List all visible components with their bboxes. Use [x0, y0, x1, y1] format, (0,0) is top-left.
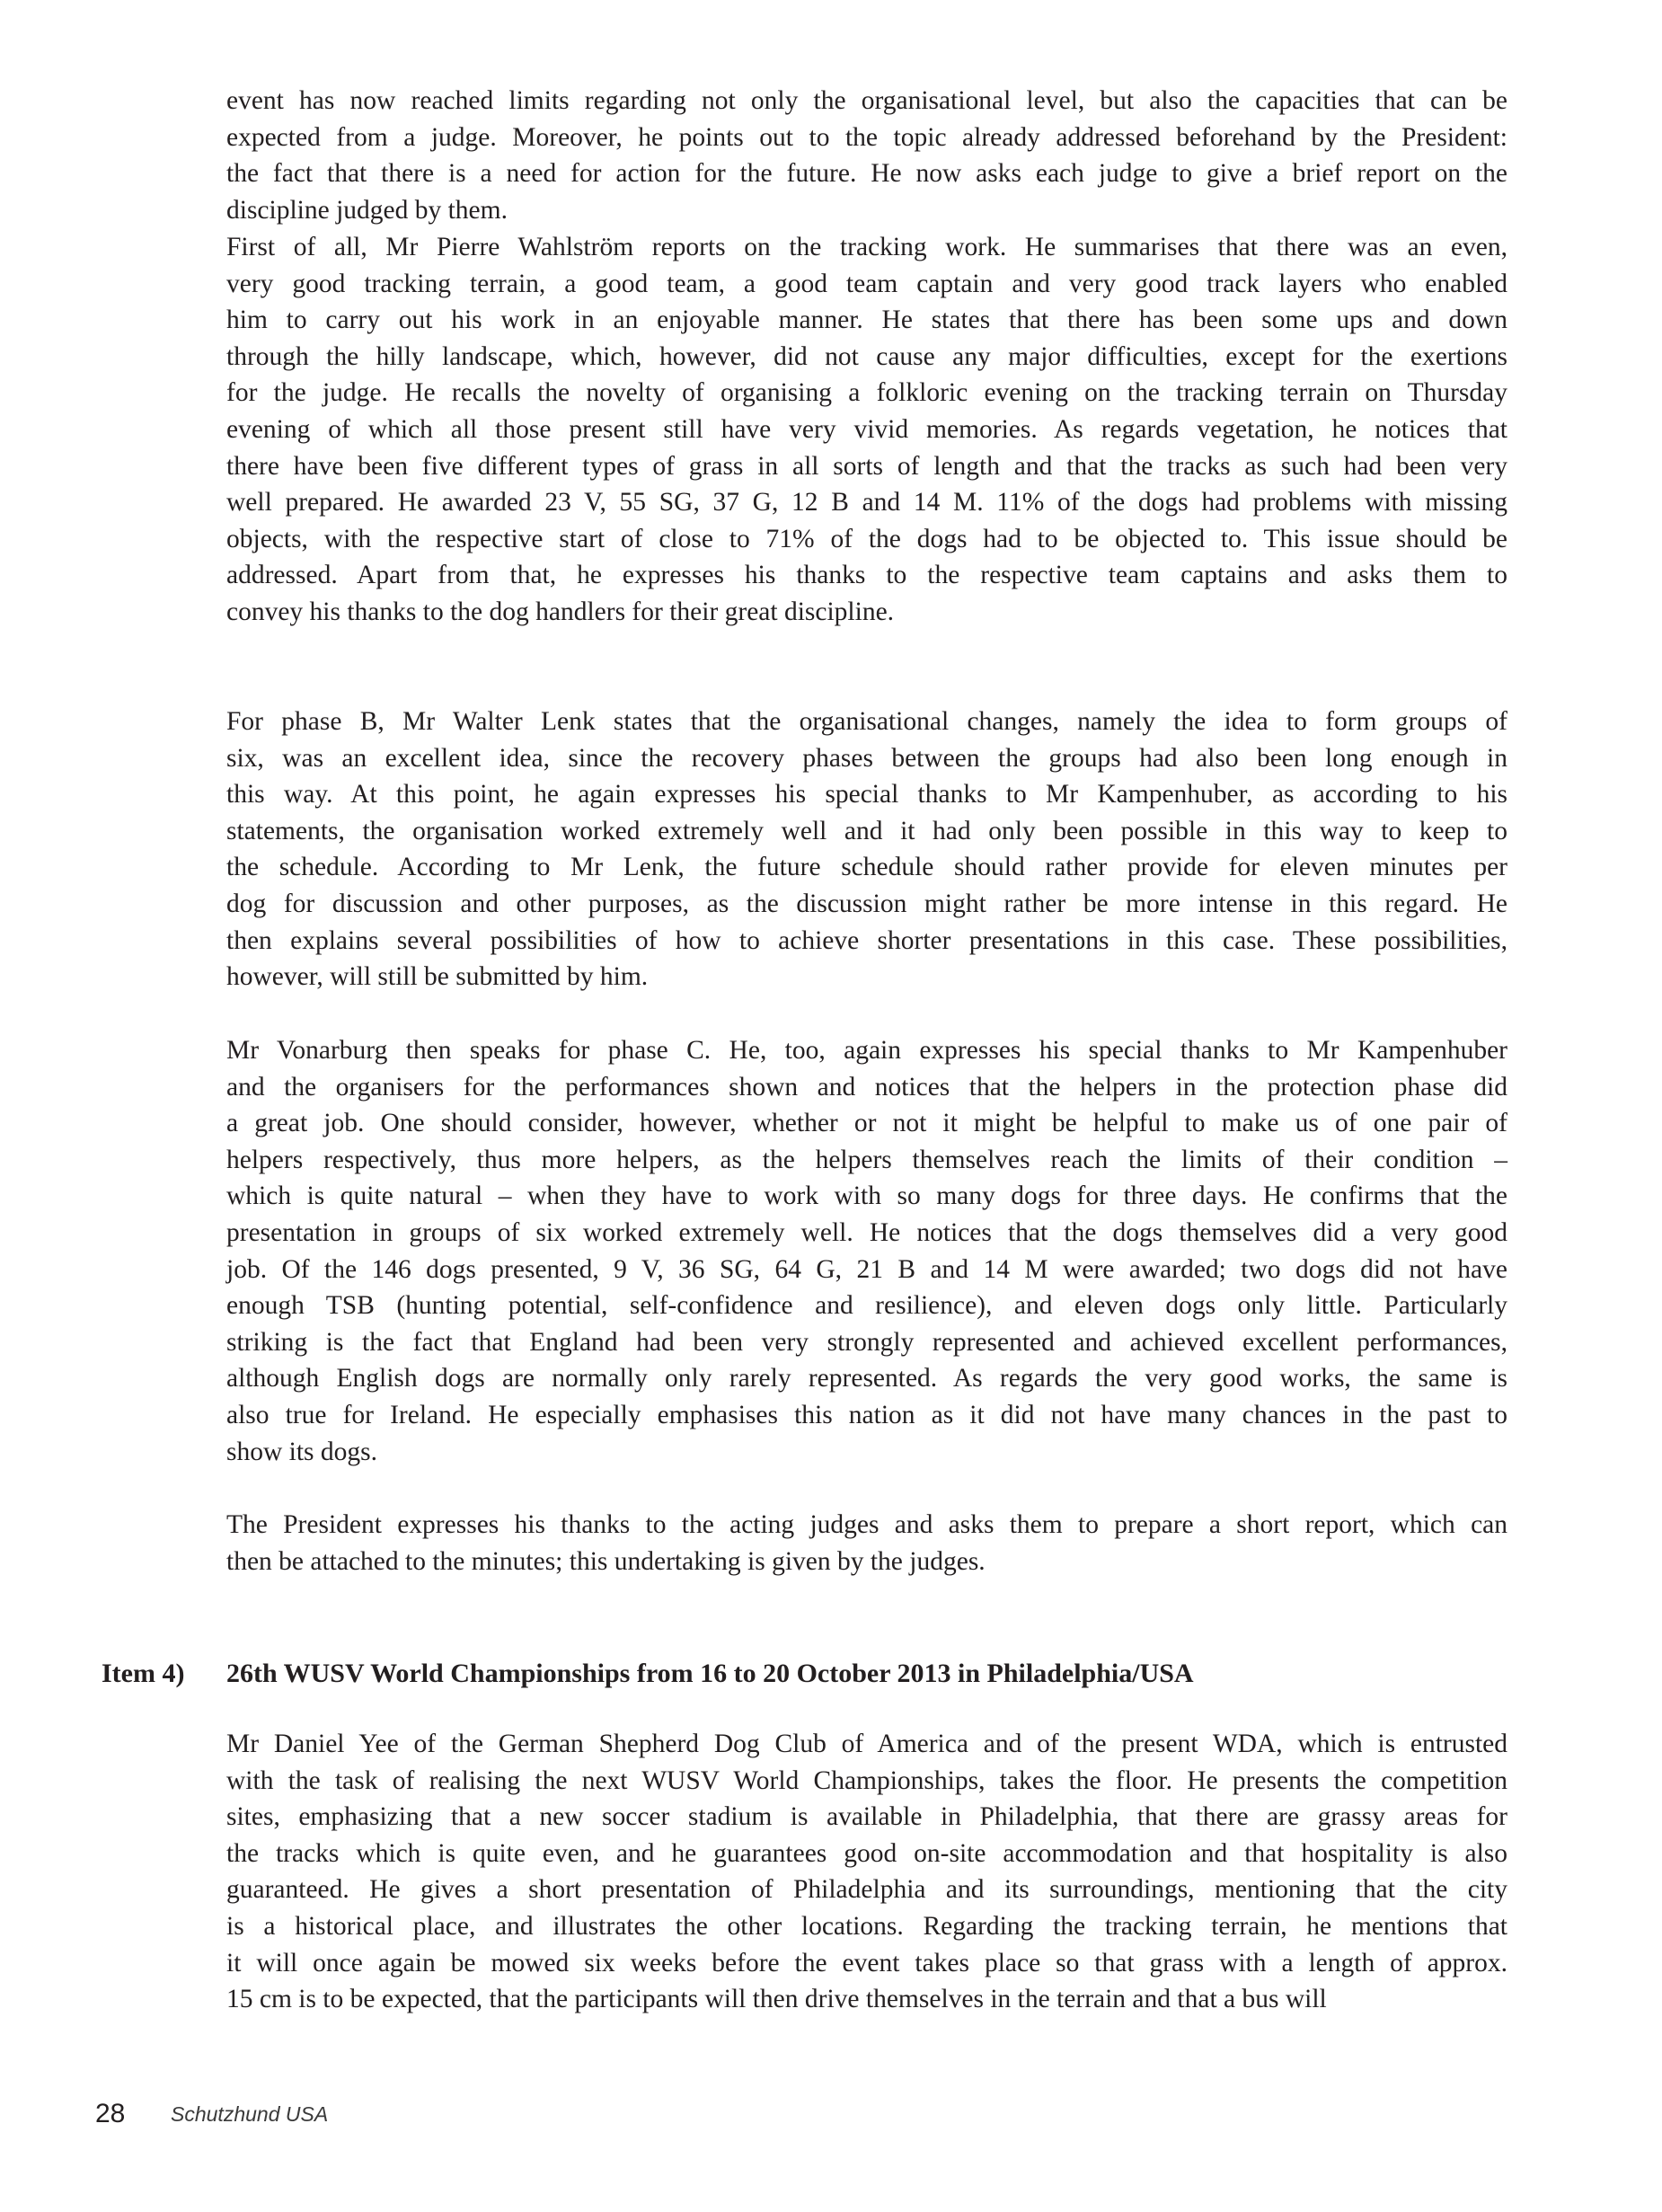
page-number: 28: [95, 2099, 126, 2128]
paragraph-president-thanks: [226, 1507, 1507, 1579]
paragraph-judges-intro: [226, 83, 1507, 228]
text-line: is a historical place, and illustrates the other locations. Regarding the tracking terrain, he mentions that: [226, 1911, 1507, 1941]
text-line: presentation in groups of six worked extremely well. He notices that the dogs themselves did a very good: [226, 1217, 1507, 1247]
text-line: The President expresses his thanks to the acting judges and asks them to prepare a short report, which can: [226, 1510, 1507, 1539]
text-line: and the organisers for the performances shown and notices that the helpers in the protection phase did: [226, 1072, 1507, 1102]
text-line: show its dogs.: [226, 1437, 378, 1466]
text-line: discipline judged by them.: [226, 195, 508, 225]
text-line: convey his thanks to the dog handlers for their great discipline.: [226, 597, 895, 626]
text-line: dog for discussion and other purposes, as the discussion might rather be more intense in this regard. He: [226, 889, 1507, 918]
text-line: objects, with the respective start of close to 71% of the dogs had to be objected to. This issue should be: [226, 524, 1507, 553]
text-line: well prepared. He awarded 23 V, 55 SG, 37 G, 12 B and 14 M. 11% of the dogs had problems with missing: [226, 488, 1507, 518]
text-line: through the hilly landscape, which, however, did not cause any major difficulties, except for the exertions: [226, 341, 1507, 371]
text-line: addressed. Apart from that, he expresses his thanks to the respective team captains and asks them to: [226, 561, 1507, 590]
text-line: job. Of the 146 dogs presented, 9 V, 36 SG, 64 G, 21 B and 14 M were awarded; two dogs did not have: [226, 1254, 1507, 1284]
text-line: a great job. One should consider, however, whether or not it might be helpful to make us of one pair of: [226, 1109, 1507, 1138]
text-line: for the judge. He recalls the novelty of organising a folkloric evening on the tracking terrain on Thursday: [226, 378, 1507, 408]
text-line: it will once again be mowed six weeks before the event takes place so that grass with a length of approx.: [226, 1948, 1507, 1978]
paragraph-phase-c-report: [226, 1032, 1507, 1470]
text-line: the schedule. According to Mr Lenk, the future schedule should rather provide for eleven minutes per: [226, 853, 1507, 882]
text-line: the tracks which is quite even, and he guarantees good on-site accommodation and that hospitality is also: [226, 1838, 1507, 1868]
text-line: event has now reached limits regarding not only the organisational level, but also the capacities that can be: [226, 86, 1507, 115]
text-line: First of all, Mr Pierre Wahlström reports on the tracking work. He summarises that there was an even,: [226, 233, 1507, 261]
text-line: guaranteed. He gives a short presentation of Philadelphia and its surroundings, mentioning that the city: [226, 1875, 1507, 1905]
text-line: striking is the fact that England had been very strongly represented and achieved excellent performances,: [226, 1327, 1507, 1357]
section-number: Item 4): [102, 1659, 185, 1688]
text-line: For phase B, Mr Walter Lenk states that the organisational changes, namely the idea to form groups of: [226, 707, 1507, 736]
text-line: the fact that there is a need for action for the future. He now asks each judge to give a brief report on the: [226, 159, 1507, 189]
text-line: sites, emphasizing that a new soccer stadium is available in Philadelphia, that there are grassy areas for: [226, 1802, 1507, 1832]
paragraph-philadelphia-presentation: [226, 1726, 1507, 2018]
text-line: which is quite natural – when they have to work with so many dogs for three days. He confirms that the: [226, 1181, 1507, 1211]
text-line: enough TSB (hunting potential, self-confidence and resilience), and eleven dogs only little. Particularly: [226, 1291, 1507, 1321]
text-line: helpers respectively, thus more helpers, as the helpers themselves reach the limits of their condition –: [226, 1145, 1507, 1174]
text-line: six, was an excellent idea, since the recovery phases between the groups had also been long enough in: [226, 743, 1507, 773]
text-line: very good tracking terrain, a good team, a good team captain and very good track layers who enabled: [226, 269, 1507, 298]
section-heading-item-4: [102, 1659, 1194, 1689]
publication-title: Schutzhund USA: [171, 2102, 329, 2126]
text-line: however, will still be submitted by him.: [226, 962, 649, 992]
text-line: then explains several possibilities of how to achieve shorter presentations in this case. These possibilities,: [226, 925, 1507, 955]
text-line: then be attached to the minutes; this undertaking is given by the judges.: [226, 1546, 986, 1576]
text-line: 15 cm is to be expected, that the participants will then drive themselves in the terrain and that a bus will: [226, 1985, 1327, 2014]
text-line: him to carry out his work in an enjoyable manner. He states that there has been some ups and down: [226, 305, 1507, 335]
text-line: there have been five different types of grass in all sorts of length and that the tracks as such had been very: [226, 451, 1507, 481]
text-line: Mr Vonarburg then speaks for phase C. He, too, again expresses his special thanks to Mr Kampenhuber: [226, 1036, 1507, 1065]
section-title: 26th WUSV World Championships from 16 to 20 October 2013 in Philadelphia/USA: [226, 1659, 1194, 1688]
text-line: evening of which all those present still have very vivid memories. As regards vegetation, he notices that: [226, 414, 1507, 444]
text-line: expected from a judge. Moreover, he points out to the topic already addressed beforehand by the President:: [226, 122, 1507, 152]
text-line: also true for Ireland. He especially emphasises this nation as it did not have many chances in the past to: [226, 1400, 1507, 1429]
text-line: this way. At this point, he again expresses his special thanks to Mr Kampenhuber, as according to his: [226, 780, 1507, 810]
text-line: although English dogs are normally only rarely represented. As regards the very good works, the same is: [226, 1364, 1507, 1394]
text-line: Mr Daniel Yee of the German Shepherd Dog Club of America and of the present WDA, which is entrusted: [226, 1730, 1507, 1758]
text-line: statements, the organisation worked extremely well and it had only been possible in this way to keep to: [226, 816, 1507, 845]
paragraph-phase-b-report: [226, 703, 1507, 995]
text-line: with the task of realising the next WUSV World Championships, takes the floor. He presents the competition: [226, 1765, 1507, 1795]
paragraph-tracking-report: [226, 229, 1507, 631]
